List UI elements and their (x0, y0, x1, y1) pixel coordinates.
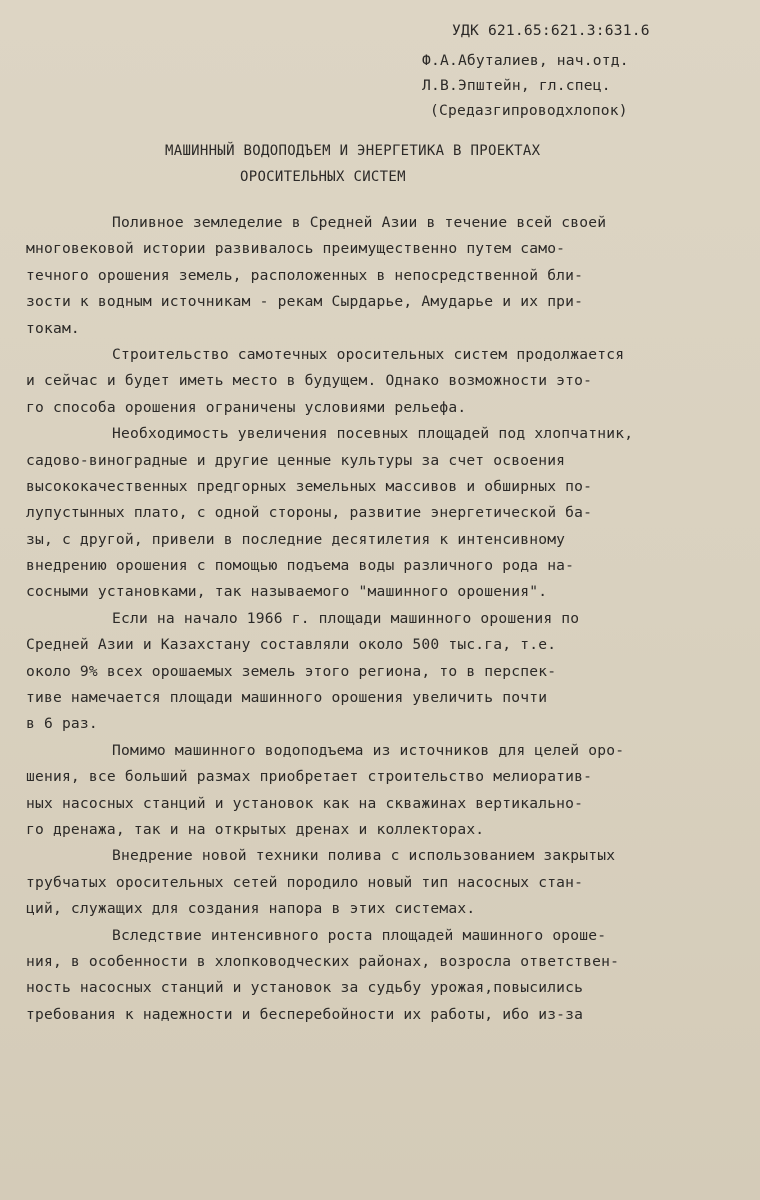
text-line: Необходимость увеличения посевных площадей под хлопчатник, (112, 425, 634, 443)
paragraph (26, 342, 712, 421)
text-line: внедрению орошения с помощью подъема воды различного рода на- (26, 557, 575, 575)
text-line: садово-виноградные и другие ценные культуры за счет освоения (26, 451, 566, 469)
text-line: в 6 раз. (26, 715, 98, 733)
paragraph (26, 923, 712, 1029)
text-line: токам. (26, 319, 80, 337)
text-line: ния, в особенности в хлопководческих районах, возросла ответствен- (26, 952, 620, 970)
title-line: МАШИННЫЙ ВОДОПОДЪЕМ И ЭНЕРГЕТИКА В ПРОЕКТАХ (165, 143, 541, 159)
text-line: ных насосных станций и установок как на скважинах вертикально- (26, 794, 584, 812)
text-line: Если на начало 1966 г. площади машинного орошения по (112, 609, 580, 627)
text-line: около 9% всех орошаемых земель этого региона, то в перспек- (26, 662, 557, 680)
text-line: Внедрение новой техники полива с использованием закрытых (112, 847, 616, 865)
organization: (Средазгипроводхлопок) (430, 102, 628, 119)
paragraph (26, 843, 712, 922)
text-line: и сейчас и будет иметь место в будущем. Однако возможности это- (26, 372, 593, 390)
text-line: Поливное земледелие в Средней Азии в течение всей своей (112, 214, 607, 231)
document-body (26, 210, 712, 1028)
title-line: ОРОСИТЕЛЬНЫХ СИСТЕМ (240, 169, 406, 185)
author-line: Ф.А.Абуталиев, нач.отд. (422, 52, 629, 69)
text-line: Средней Азии и Казахстану составляли около 500 тыс.га, т.е. (26, 636, 557, 654)
text-line: шения, все больший размах приобретает строительство мелиоратив- (26, 768, 593, 786)
text-line: трубчатых оросительных сетей породило новый тип насосных стан- (26, 873, 584, 891)
text-line: течного орошения земель, расположенных в непосредственной бли- (26, 266, 584, 284)
text-line: многовековой истории развивалось преимущественно путем само- (26, 240, 566, 258)
text-line: Строительство самотечных оросительных систем продолжается (112, 345, 625, 363)
udc-code: УДК 621.65:621.3:631.6 (452, 22, 650, 39)
paragraph (26, 421, 712, 606)
text-line: требования к надежности и бесперебойности их работы, ибо из-за (26, 1005, 584, 1023)
paragraph (26, 606, 712, 738)
document-title (165, 138, 625, 190)
text-line: ций, служащих для создания напора в этих системах. (26, 900, 476, 918)
text-line: лупустынных плато, с одной стороны, развитие энергетической ба- (26, 504, 593, 522)
paragraph (26, 738, 712, 844)
text-line: Помимо машинного водоподъема из источников для целей оро- (112, 741, 625, 759)
text-line: ность насосных станций и установок за судьбу урожая,повысились (26, 979, 584, 997)
author-line: Л.В.Эпштейн, гл.спец. (422, 77, 611, 94)
text-line: тиве намечается площади машинного орошения увеличить почти (26, 689, 548, 707)
text-line: го способа орошения ограничены условиями рельефа. (26, 398, 467, 416)
paragraph (26, 210, 712, 342)
text-line: высококачественных предгорных земельных массивов и обширных по- (26, 477, 593, 495)
text-line: сосными установками, так называемого "машинного орошения". (26, 583, 548, 601)
text-line: го дренажа, так и на открытых дренах и коллекторах. (26, 820, 485, 838)
text-line: зы, с другой, привели в последние десятилетия к интенсивному (26, 530, 566, 548)
text-line: Вследствие интенсивного роста площадей машинного ороше- (112, 926, 607, 944)
text-line: зости к водным источникам - рекам Сырдарье, Амударье и их при- (26, 293, 584, 311)
